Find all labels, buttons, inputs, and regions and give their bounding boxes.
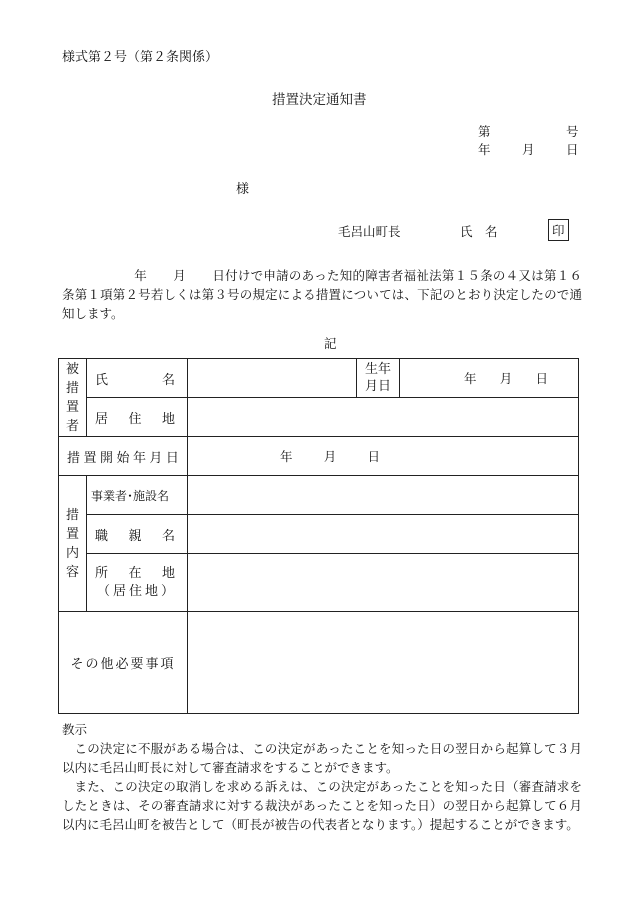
doc-date-month: 月 — [522, 142, 535, 157]
body-text: 日付けで申請のあった知的障害者福祉法第１５条の４又は第１６条第１項第２号若しくは第３号の規定による措置については、下記のとおり決定したので通知します。 — [62, 268, 582, 321]
location-input[interactable] — [188, 554, 579, 612]
sender-name-label: 氏 名 — [460, 224, 498, 239]
guardian-label-1: 職 — [95, 528, 109, 544]
subject-label: 被措置者 — [66, 361, 80, 434]
facility-label-cell — [87, 476, 188, 515]
location-label-3: 地 — [161, 565, 175, 581]
document-title: 措置決定通知書 — [272, 92, 367, 108]
residence-label-1: 居 — [95, 411, 109, 427]
residence-input[interactable] — [188, 398, 579, 437]
name-input[interactable] — [188, 359, 357, 398]
recipient-sama: 様 — [236, 182, 250, 197]
start-label-6: 月 — [149, 450, 163, 466]
start-label-5: 年 — [132, 450, 146, 466]
birth-label-bottom: 月日 — [364, 379, 391, 394]
notice-heading: 教示 — [62, 722, 88, 737]
other-label: その他必要事項 — [70, 657, 176, 672]
start-year: 年 — [280, 449, 293, 464]
doc-date-year: 年 — [478, 142, 491, 157]
location-label-1: 所 — [95, 565, 109, 581]
residence-label-2: 住 — [128, 411, 142, 427]
start-month: 月 — [323, 449, 337, 464]
body-paragraph — [62, 266, 582, 323]
birth-date-input[interactable] — [400, 359, 579, 398]
seal-mark: 印 — [548, 219, 569, 241]
start-date-input[interactable] — [188, 437, 579, 476]
name-label-2: 名 — [161, 372, 175, 388]
sender-title: 毛呂山町長 — [338, 224, 401, 239]
start-label-2: 置 — [83, 450, 97, 466]
other-input[interactable] — [188, 612, 579, 714]
residence-label-3: 地 — [161, 411, 175, 427]
start-label-cell — [59, 437, 188, 476]
guardian-label-3: 名 — [161, 528, 175, 544]
doc-number-prefix: 第 — [478, 124, 491, 139]
facility-label: 事業者･施設名 — [91, 488, 170, 503]
other-label-cell — [59, 612, 188, 714]
birth-label-top: 生年 — [364, 362, 391, 377]
guardian-label-2: 親 — [128, 528, 142, 544]
start-label-4: 始 — [116, 450, 130, 466]
residence-label-cell — [87, 398, 188, 437]
start-label-3: 開 — [99, 450, 113, 466]
subject-label-cell — [59, 359, 87, 437]
notice-paragraph-1: この決定に不服がある場合は、この決定があったことを知った日の翌日から起算して３月以内に毛呂山町長に対して審査請求をすることができます。 — [62, 741, 582, 775]
facility-input[interactable] — [188, 476, 579, 515]
birth-month: 月 — [499, 371, 513, 386]
start-label-7: 日 — [165, 450, 179, 466]
content-label-cell — [59, 476, 87, 612]
doc-number-suffix: 号 — [566, 124, 579, 139]
body-date-month: 月 — [173, 268, 187, 283]
start-label-1: 措 — [67, 450, 81, 466]
content-label: 措置内容 — [66, 507, 80, 580]
start-day: 日 — [367, 449, 380, 464]
birth-label-cell — [357, 359, 400, 398]
form-number: 様式第２号（第２条関係） — [62, 50, 219, 65]
notice-paragraph-2: また、この決定の取消しを求める訴えは、この決定があったことを知った日（審査請求をしたときは、その審査請求に対する裁決があったことを知った日）の翌日から起算して６月以内に毛呂山町を被告として（町長が被告の代表者となります。）提起することができます。 — [62, 779, 582, 832]
measure-table — [58, 358, 579, 714]
guardian-input[interactable] — [188, 515, 579, 554]
guardian-label-cell — [87, 515, 188, 554]
name-label-1: 氏 — [95, 372, 109, 388]
birth-day: 日 — [535, 371, 548, 386]
location-label-2: 在 — [128, 565, 142, 581]
ki-label: 記 — [324, 336, 337, 351]
location-label-cell — [87, 554, 188, 612]
name-label-cell — [87, 359, 188, 398]
doc-date-day: 日 — [566, 142, 579, 157]
location-sub-label: （居住地） — [96, 583, 177, 599]
body-date-year: 年 — [134, 268, 148, 283]
birth-year: 年 — [464, 371, 477, 386]
